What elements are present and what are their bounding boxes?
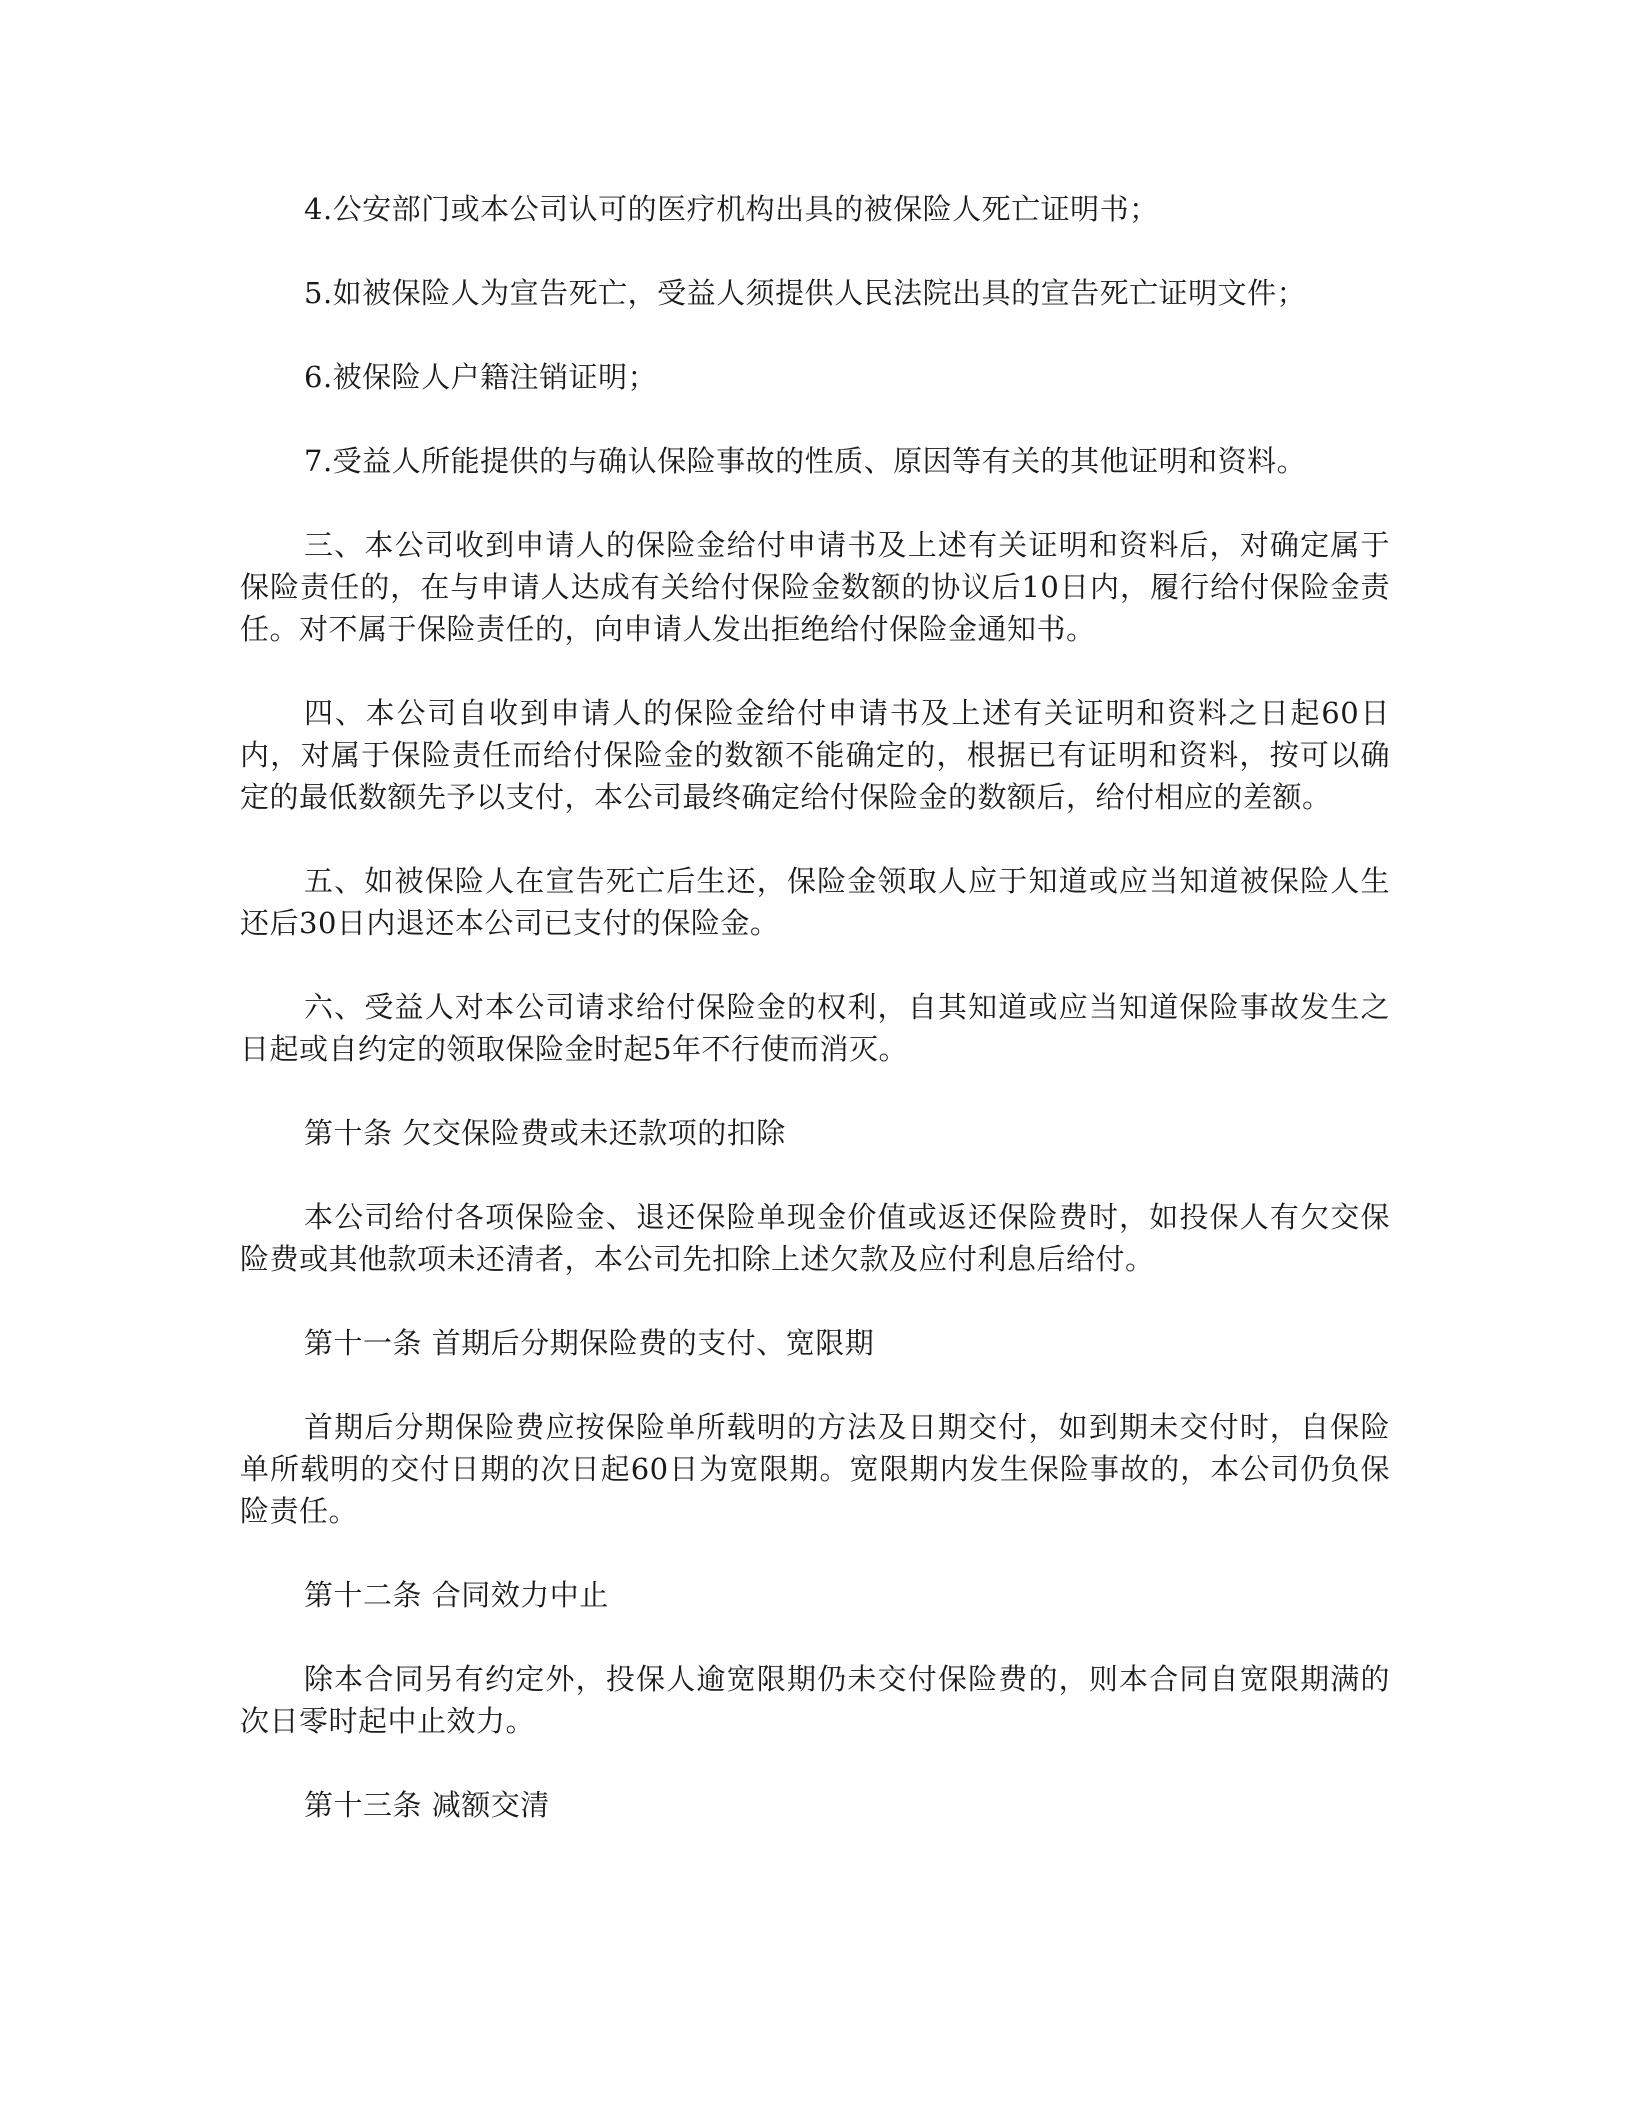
clause-paragraph-6: 六、受益人对本公司请求给付保险金的权利，自其知道或应当知道保险事故发生之日起或自约定的领取保险金时起5年不行使而消灭。: [240, 990, 1390, 1066]
list-item-7: 7.受益人所能提供的与确认保险事故的性质、原因等有关的其他证明和资料。: [304, 444, 1307, 478]
article-12-body: 除本合同另有约定外，投保人逾宽限期仍未交付保险费的，则本合同自宽限期满的次日零时起中止效力。: [240, 1662, 1390, 1738]
article-13-heading: 第十三条 减额交清: [304, 1788, 550, 1822]
article-10-heading: 第十条 欠交保险费或未还款项的扣除: [304, 1116, 786, 1150]
clause-paragraph-3: 三、本公司收到申请人的保险金给付申请书及上述有关证明和资料后，对确定属于保险责任的，在与申请人达成有关给付保险金数额的协议后10日内，履行给付保险金责任。对不属于保险责任的，向申请人发出拒绝给付保险金通知书。: [240, 528, 1390, 646]
clause-paragraph-5: 五、如被保险人在宣告死亡后生还，保险金领取人应于知道或应当知道被保险人生还后30日内退还本公司已支付的保险金。: [240, 864, 1390, 940]
list-item-6: 6.被保险人户籍注销证明；: [304, 360, 658, 394]
article-11-body: 首期后分期保险费应按保险单所载明的方法及日期交付，如到期未交付时，自保险单所载明的交付日期的次日起60日为宽限期。宽限期内发生保险事故的，本公司仍负保险责任。: [240, 1410, 1390, 1528]
clause-paragraph-4: 四、本公司自收到申请人的保险金给付申请书及上述有关证明和资料之日起60日内，对属于保险责任而给付保险金的数额不能确定的，根据已有证明和资料，按可以确定的最低数额先予以支付，本公司最终确定给付保险金的数额后，给付相应的差额。: [240, 696, 1390, 814]
article-11-heading: 第十一条 首期后分期保险费的支付、宽限期: [304, 1326, 875, 1360]
list-item-4: 4.公安部门或本公司认可的医疗机构出具的被保险人死亡证明书；: [304, 192, 1159, 226]
article-10-body: 本公司给付各项保险金、退还保险单现金价值或返还保险费时，如投保人有欠交保险费或其他款项未还清者，本公司先扣除上述欠款及应付利息后给付。: [240, 1200, 1390, 1276]
document-body: [240, 188, 1390, 1868]
article-12-heading: 第十二条 合同效力中止: [304, 1578, 609, 1612]
list-item-5: 5.如被保险人为宣告死亡，受益人须提供人民法院出具的宣告死亡证明文件；: [304, 276, 1307, 310]
